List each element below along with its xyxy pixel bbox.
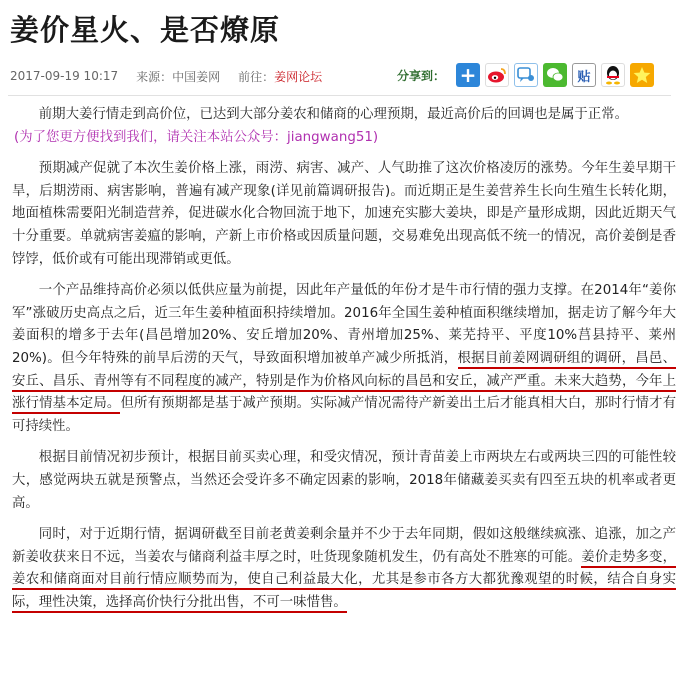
favorite-star-icon[interactable] [630, 63, 654, 87]
underlined-text: 姜价走势多变，姜农和储商面对目前行情应顺势而为，使自己利益最大化，尤其是参市各方大都犹豫观望的时候，结合自身实际，理性决策，选择高价快行分批出售，不可一味惜售。 [12, 550, 676, 613]
paragraph-text: 同时，对于近期行情，据调研截至目前老黄姜剩余量并不少于去年同期，假如这般继续疯涨、追涨，加之产新姜收获来日不远，当姜农与储商利益丰厚之时，吐货现象随机发生，仍有高处不胜寒的可能。 [12, 527, 676, 565]
qzone-icon[interactable] [514, 63, 538, 87]
header-divider [8, 95, 671, 96]
paragraph: 预期减产促就了本次生姜价格上涨，雨涝、病害、减产、人气助推了这次价格凌厉的涨势。今年生姜早期干旱，后期涝雨、病害影响，普遍有减产现象(详见前篇调研报告)。而近期正是生姜营养生长向生殖生长转化期，地面植株需要阳光制造营养，促进碳水化合物回流于地下，加速充实膨大姜块，即是产量形成期，因此近期天气十分重要。单就病害姜瘟的影响，产新上市价格或因质量问题，交易难免出现高低不统一的情况，高价姜倒是香饽饽，低价或有可能出现滞销或更低。 [12, 161, 676, 267]
paragraph: 根据目前情况初步预计，根据目前买卖心理，和受灾情况，预计青苗姜上市两块左右或两块三四的可能性较大，感觉两块五就是预警点，当然还会受许多不确定因素的影响，2018年储藏姜买卖有四至五块的机率或者更高。 [12, 450, 676, 511]
plus-share-icon[interactable]: + [456, 63, 480, 87]
article-meta [10, 63, 671, 89]
weibo-icon[interactable] [485, 63, 509, 87]
paragraph-text: 一个产品维持高价必须以低供应量为前提，因此年产量低的年份才是牛市行情的强力支撑。在2014年“姜你军”涨破历史高点之后，近三年生姜种植面积持续增加。2016年全国生姜种植面积继续增加，据走访了解今年大姜面积的增多于去年(昌邑增加20%、安丘增加20%、青州增加25%、莱芜持平、平度10%莒县持平、莱州20%)。但今年特殊的前旱后涝的天气，导致面积增加被单产减少所抵消， [12, 283, 676, 366]
paragraph [12, 524, 676, 614]
qq-icon[interactable] [601, 63, 625, 87]
wechat-promo-text: (为了您更方便找到我们，请关注本站公众号：jiangwang51) [14, 129, 379, 145]
forward-label: 前往： [238, 69, 275, 84]
paragraph [12, 280, 676, 438]
paragraph-text: 但所有预期都是基于减产预期。实际减产情况需待产新姜出土后才能真相大白，那时行情才有可持续性。 [12, 396, 676, 434]
underlined-text: 根据目前姜网调研组的调研，昌邑、安丘、昌乐、青州等有不同程度的减产，特别是作为价格风向标的昌邑和安丘，减产严重。未来大趋势，今年上涨行情基本定局。 [12, 351, 676, 414]
share-label: 分享到： [396, 68, 445, 83]
share-bar [397, 63, 654, 87]
forum-link[interactable]: 姜网论坛 [274, 69, 323, 84]
article-title: 姜价星火、是否燎原 [10, 13, 281, 47]
paragraph: 前期大姜行情走到高价位，已达到大部分姜农和储商的心理预期，最近高价后的回调也是属于正常。 [38, 107, 628, 122]
article-body [12, 104, 676, 614]
tieba-icon[interactable]: 贴 [572, 63, 596, 87]
wechat-icon[interactable] [543, 63, 567, 87]
article-source: 来源：中国姜网 [136, 69, 221, 84]
publish-date: 2017-09-19 10:17 [10, 69, 119, 83]
